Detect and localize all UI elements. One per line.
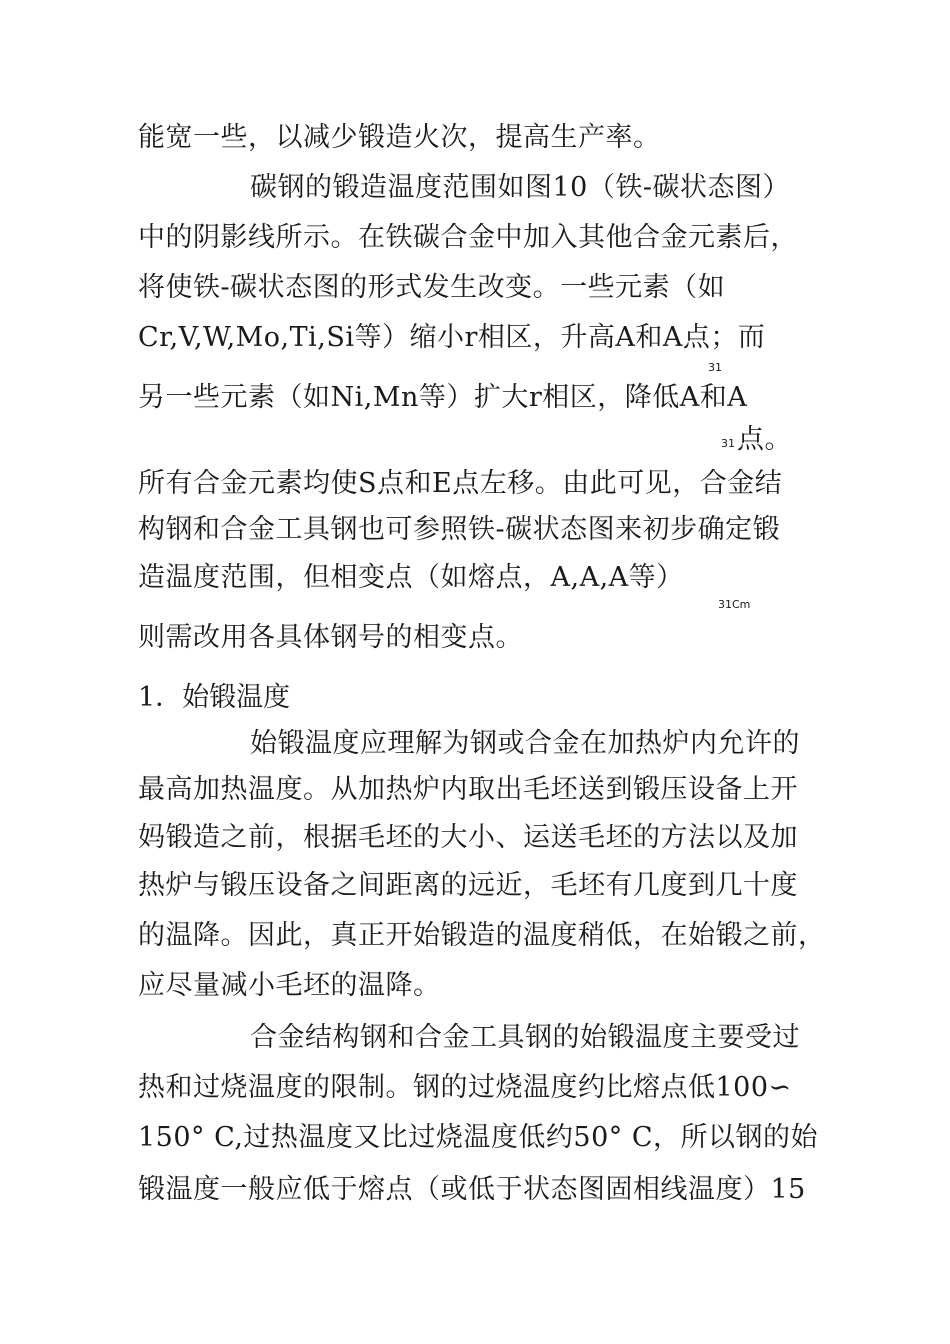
text-line-1: 能宽一些，以减少锻造火次，提高生产率。 [138, 122, 661, 153]
text-line-4: 将使铁-碳状态图的形式发生改变。一些元素（如 [138, 272, 726, 303]
text-line-2: 碳钢的锻造温度范围如图10（铁-碳状态图） [250, 172, 790, 203]
text-line-8: 所有合金元素均使S点和E点左移。由此可见，合金结 [138, 468, 783, 499]
subscript-label: 31Cm [718, 598, 751, 611]
subscript-label: 31 [721, 437, 735, 450]
section-heading: 1．始锻温度 [138, 682, 291, 713]
text-line-10: 造温度范围，但相变点（如熔点，A,A,A等） [138, 562, 684, 593]
text-line-7: 点。 [737, 424, 792, 455]
text-line-20: 150° C,过热温度又比过烧温度低约50° C，所以钢的始 [138, 1122, 818, 1153]
text-line-13: 最高加热温度。从加热炉内取出毛坯送到锻压设备上开 [138, 774, 798, 805]
text-line-18: 合金结构钢和合金工具钢的始锻温度主要受过 [250, 1022, 800, 1053]
subscript-label: 31 [708, 361, 722, 374]
text-line-17: 应尽量减小毛坯的温降。 [138, 970, 441, 1001]
text-line-6: 另一些元素（如Ni,Mn等）扩大r相区，降低A和A [138, 382, 748, 413]
text-line-19: 热和过烧温度的限制。钢的过烧温度约比熔点低100∽ [138, 1072, 792, 1103]
text-line-11: 则需改用各具体钢号的相变点。 [138, 622, 523, 653]
text-line-5: Cr,V,W,Mo,Ti,Si等）缩小r相区，升高A和A点；而 [138, 322, 766, 353]
text-line-15: 热炉与锻压设备之间距离的远近，毛坯有几度到几十度 [138, 870, 798, 901]
text-line-12: 始锻温度应理解为钢或合金在加热炉内允许的 [250, 728, 800, 759]
text-line-16: 的温降。因此，真正开始锻造的温度稍低，在始锻之前， [138, 920, 826, 951]
text-line-3: 中的阴影线所示。在铁碳合金中加入其他合金元素后， [138, 222, 798, 253]
text-line-9: 构钢和合金工具钢也可参照铁-碳状态图来初步确定锻 [138, 514, 781, 545]
text-line-14: 妈锻造之前，根据毛坯的大小、运送毛坯的方法以及加 [138, 822, 798, 853]
text-line-21: 锻温度一般应低于熔点（或低于状态图固相线温度）15 [138, 1174, 806, 1205]
